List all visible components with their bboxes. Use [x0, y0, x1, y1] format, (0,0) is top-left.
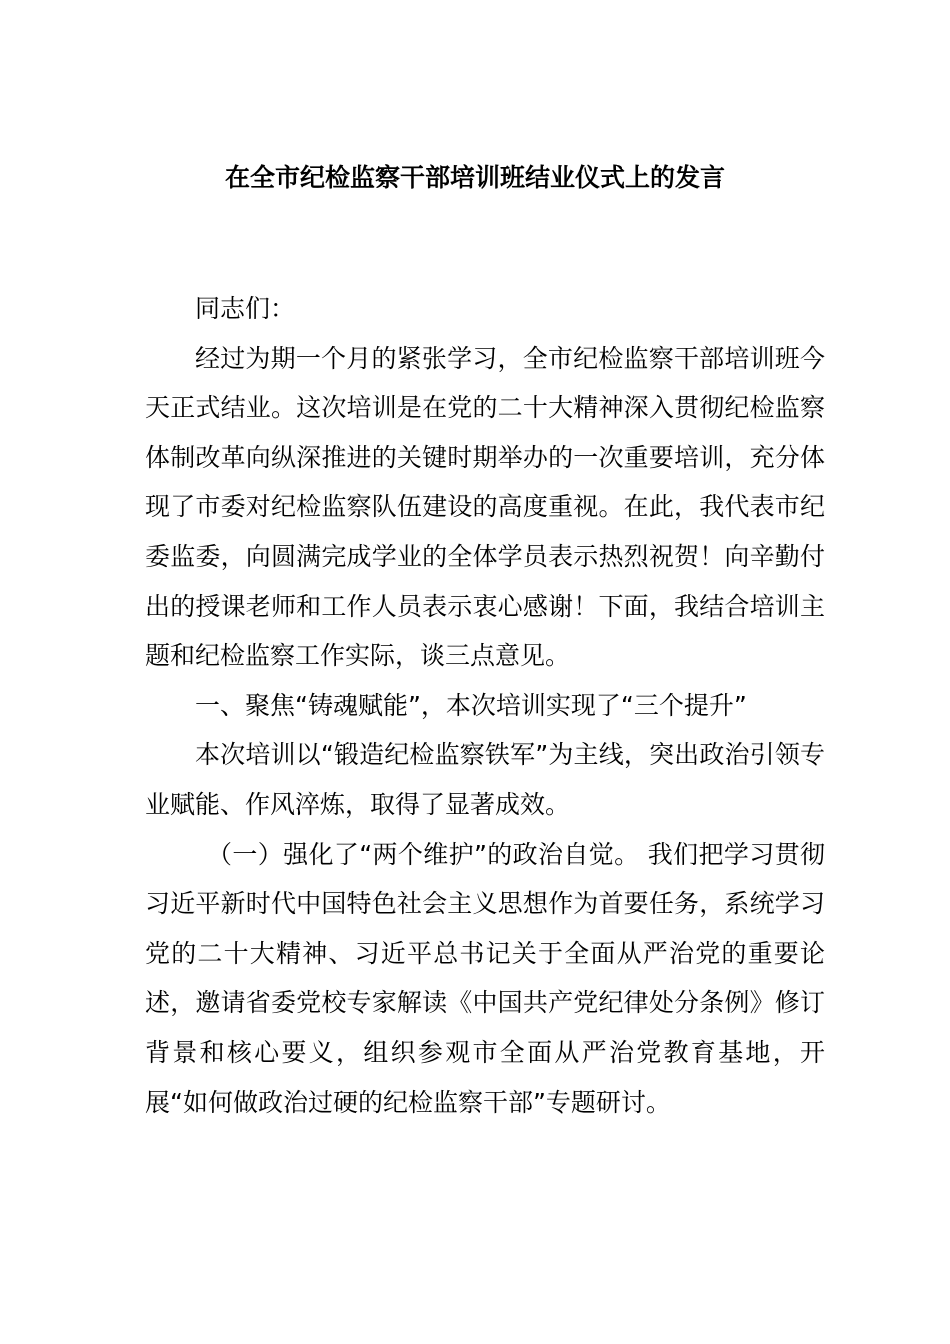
- section-heading-1: 一、聚焦“铸魂赋能”，本次培训实现了“三个提升”: [195, 690, 747, 720]
- subsection-paragraph-1: （一）强化了“两个维护”的政治自觉。 我们把学习贯彻习近平新时代中国特色社会主义思想作为首要任务，系统学习党的二十大精神、习近平总书记关于全面从严治党的重要论述，邀请省委党校专家解读《中国共产党纪律处分条例》修订背景和核心要义，组织参观市全面从严治党教育基地，开展“如何做政治过硬的纪检监察干部”专题研讨。: [145, 839, 825, 1117]
- document-body: [145, 284, 825, 1127]
- opening-paragraph: 经过为期一个月的紧张学习，全市纪检监察干部培训班今天正式结业。这次培训是在党的二十大精神深入贯彻纪检监察体制改革向纵深推进的关键时期举办的一次重要培训，充分体现了市委对纪检监察队伍建设的高度重视。在此，我代表市纪委监委，向圆满完成学业的全体学员表示热烈祝贺！向辛勤付出的授课老师和工作人员表示衷心感谢！下面，我结合培训主题和纪检监察工作实际，谈三点意见。: [145, 343, 825, 671]
- section-intro-paragraph: 本次培训以“锻造纪检监察铁军”为主线，突出政治引领专业赋能、作风淬炼，取得了显著成效。: [145, 740, 825, 819]
- salutation-paragraph: 同志们：: [195, 294, 296, 323]
- document-title: 在全市纪检监察干部培训班结业仪式上的发言: [224, 163, 725, 192]
